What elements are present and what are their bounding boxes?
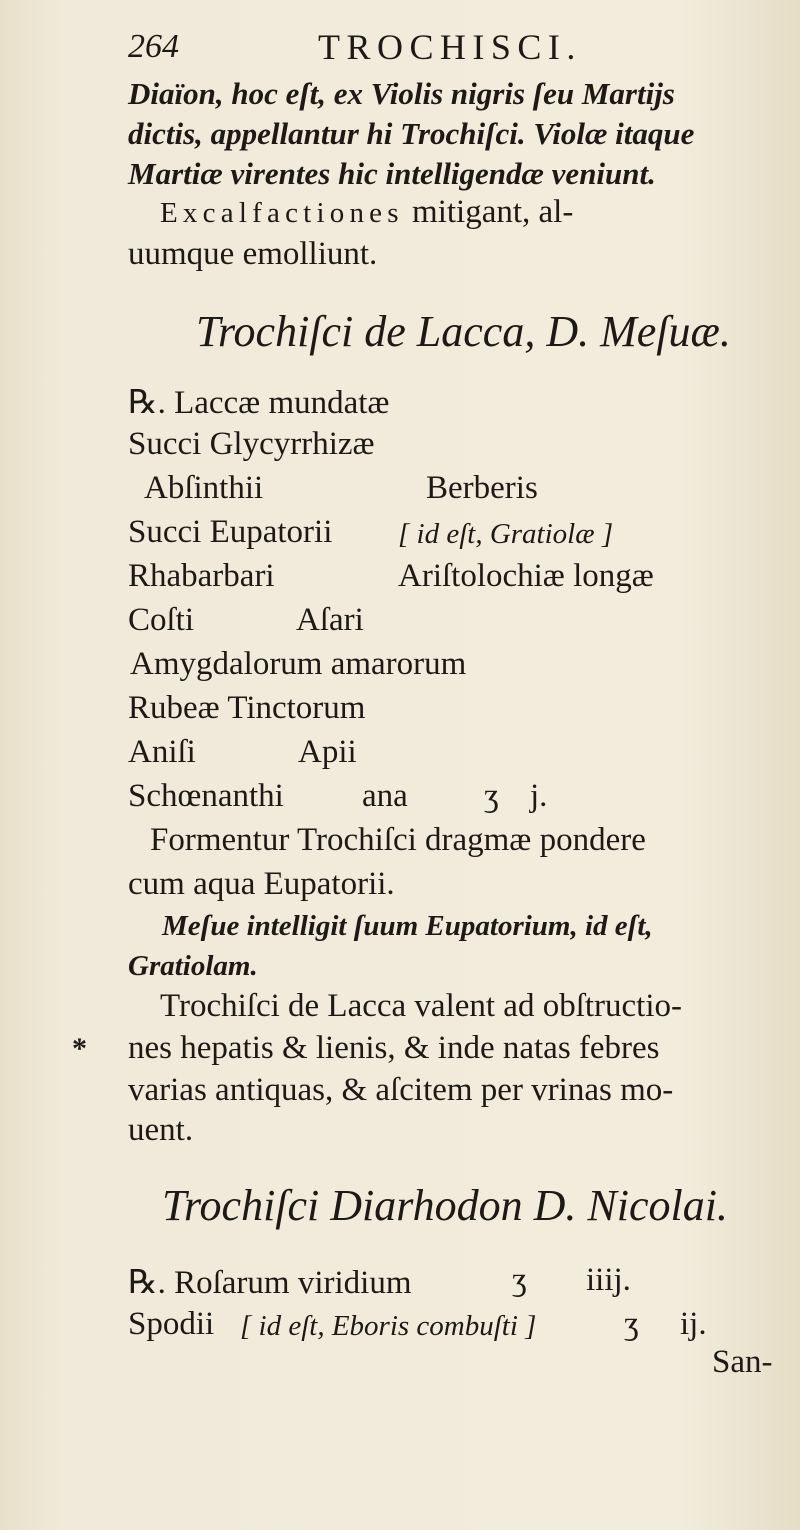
- text-line: varias antiquas, & aſcitem per vrinas mo-: [128, 1072, 674, 1108]
- text-line: Trochiſci de Lacca valent ad obſtructio-: [160, 988, 683, 1024]
- text-line: [160, 194, 573, 231]
- recipe-line: Aniſi: [128, 734, 196, 770]
- text-line: Diaïon, hoc eſt, ex Violis nigris ſeu Martijs: [128, 76, 675, 111]
- text-line: Formentur Trochiſci dragmæ pondere: [150, 822, 646, 858]
- recipe-line: ℞. Roſarum viridium: [128, 1265, 412, 1301]
- recipe-line: Apii: [298, 734, 357, 770]
- recipe-line: Rubeæ Tinctorum: [128, 690, 366, 726]
- running-title: TROCHISCI.: [318, 27, 582, 67]
- recipe-line: Ariſtolochiæ longæ: [398, 558, 654, 594]
- section-title: Trochiſci de Lacca, D. Meſuæ.: [196, 307, 731, 356]
- recipe-line: Schœnanthi: [128, 778, 284, 814]
- text-line: uent.: [128, 1112, 194, 1148]
- text-fragment: mitigant, al-: [403, 194, 574, 230]
- text-line: nes hepatis & lienis, & inde natas febres: [128, 1030, 660, 1066]
- recipe-line: Succi Glycyrrhizæ: [128, 426, 375, 462]
- recipe-line: Succi Eupatorii: [128, 514, 333, 550]
- text-line: uumque emolliunt.: [128, 236, 378, 272]
- text-line: Martiæ virentes hic intelligendæ veniunt.: [128, 156, 656, 191]
- section-title: Trochiſci Diarhodon D. Nicolai.: [162, 1181, 728, 1230]
- note-line: Meſue intelligit ſuum Eupatorium, id eſt,: [162, 910, 653, 942]
- drachm-symbol: ʒ: [512, 1262, 527, 1298]
- recipe-quantity: ij.: [680, 1306, 707, 1342]
- recipe-line: Berberis: [426, 470, 538, 506]
- recipe-gloss: [ id eſt, Eboris combuſti ]: [240, 1310, 537, 1342]
- recipe-gloss: [ id eſt, Gratiolæ ]: [398, 518, 614, 550]
- note-line: Gratiolam.: [128, 950, 258, 982]
- recipe-line: Rhabarbari: [128, 558, 275, 594]
- recipe-line: Aſari: [296, 602, 364, 638]
- recipe-line: ana: [362, 778, 408, 814]
- recipe-line: Coſti: [128, 602, 195, 638]
- recipe-line: Amygdalorum amarorum: [130, 646, 467, 682]
- recipe-quantity: j.: [530, 778, 548, 814]
- catchword: San-: [712, 1344, 773, 1380]
- text-line: cum aqua Eupatorii.: [128, 866, 395, 902]
- drachm-symbol: ʒ: [624, 1306, 639, 1342]
- text-line: dictis, appellantur hi Trochiſci. Violæ itaque: [128, 116, 695, 151]
- margin-marker: *: [72, 1032, 87, 1065]
- small-caps-word: Excalfactiones: [160, 197, 404, 229]
- recipe-line: Spodii: [128, 1306, 215, 1342]
- drachm-symbol: ʒ: [484, 778, 499, 814]
- recipe-line: Abſinthii: [144, 470, 264, 506]
- recipe-line: ℞. Laccæ mundatæ: [128, 385, 390, 421]
- page-number: 264: [128, 28, 179, 65]
- recipe-quantity: iiij.: [586, 1262, 631, 1298]
